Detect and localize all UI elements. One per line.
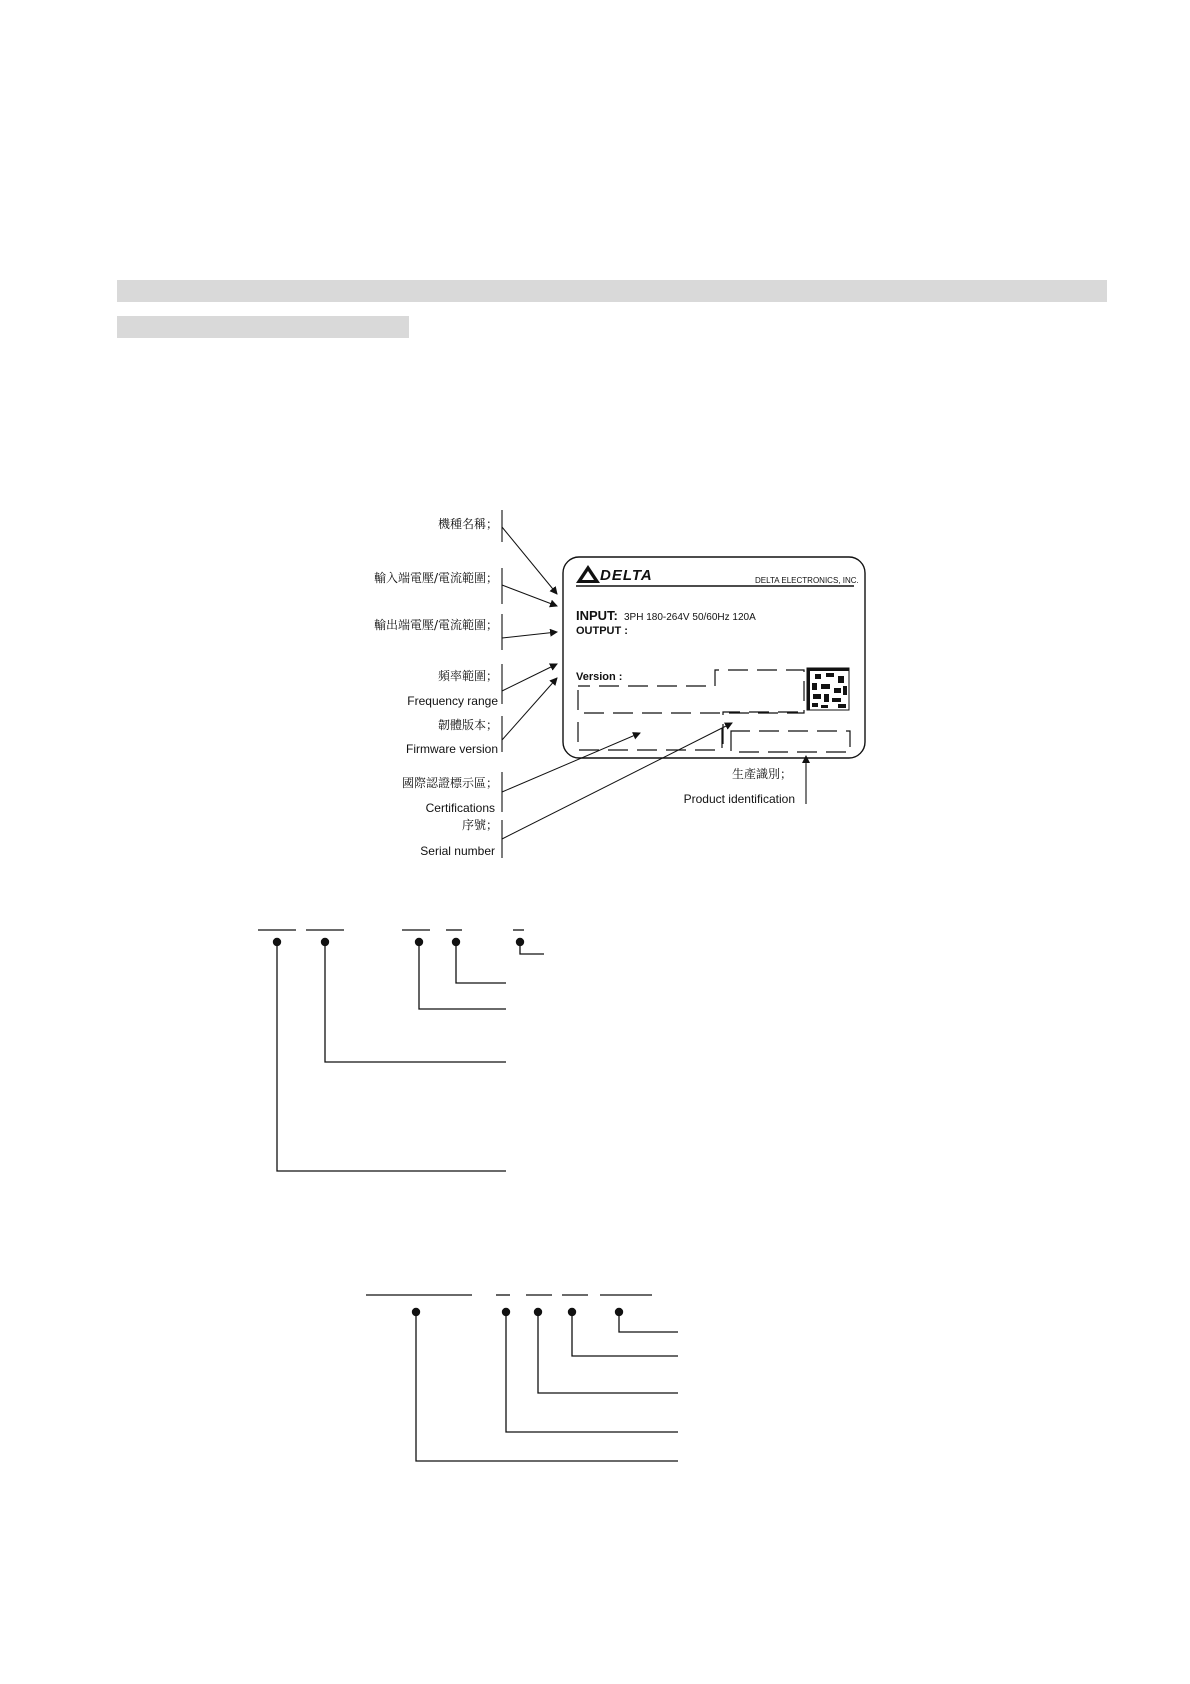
callout-model-name-zh: 機種名稱； bbox=[437, 517, 498, 531]
serial-field-box bbox=[723, 712, 804, 744]
brand-logo-text: DELTA bbox=[600, 567, 653, 584]
arrow-input-range bbox=[502, 585, 557, 606]
callout-frequency-zh: 頻率範圍； bbox=[437, 669, 498, 683]
callout-product-id-en: Product identification bbox=[683, 792, 795, 806]
callout-output-range-zh: 輸出端電壓/電流範圍； bbox=[373, 618, 498, 632]
model-code-dots bbox=[273, 938, 524, 946]
product-id-box bbox=[731, 731, 850, 752]
qr-code-icon bbox=[807, 668, 849, 710]
arrow-serial bbox=[502, 723, 732, 839]
arrow-certifications bbox=[502, 733, 640, 792]
callout-frequency-en: Frequency range bbox=[407, 694, 498, 708]
cert-field-box bbox=[578, 722, 722, 750]
serial-code-dots bbox=[412, 1308, 623, 1316]
callout-certifications-zh: 國際認證標示區； bbox=[401, 776, 498, 790]
delta-logo-icon bbox=[576, 565, 600, 583]
arrow-output-range bbox=[502, 632, 557, 638]
callout-product-id-zh: 生產識別； bbox=[731, 767, 792, 781]
callout-input-range-zh: 輸入端電壓/電流範圍； bbox=[373, 571, 498, 585]
version-label: Version : bbox=[576, 671, 623, 683]
callout-firmware-en: Firmware version bbox=[405, 742, 498, 756]
callout-firmware-zh: 韌體版本； bbox=[437, 718, 498, 732]
output-label: OUTPUT : bbox=[576, 625, 628, 637]
input-value: 3PH 180-264V 50/60Hz 120A bbox=[624, 612, 756, 623]
model-code-diagram bbox=[258, 930, 544, 1171]
callout-certifications-en: Certifications bbox=[425, 801, 495, 815]
company-name: DELTA ELECTRONICS, INC. bbox=[755, 576, 859, 585]
arrow-model-name bbox=[502, 527, 557, 594]
callout-serial-zh: 序號； bbox=[461, 818, 498, 832]
serial-code-diagram bbox=[366, 1295, 678, 1461]
input-label: INPUT: bbox=[576, 608, 618, 623]
callout-serial-en: Serial number bbox=[420, 844, 495, 858]
